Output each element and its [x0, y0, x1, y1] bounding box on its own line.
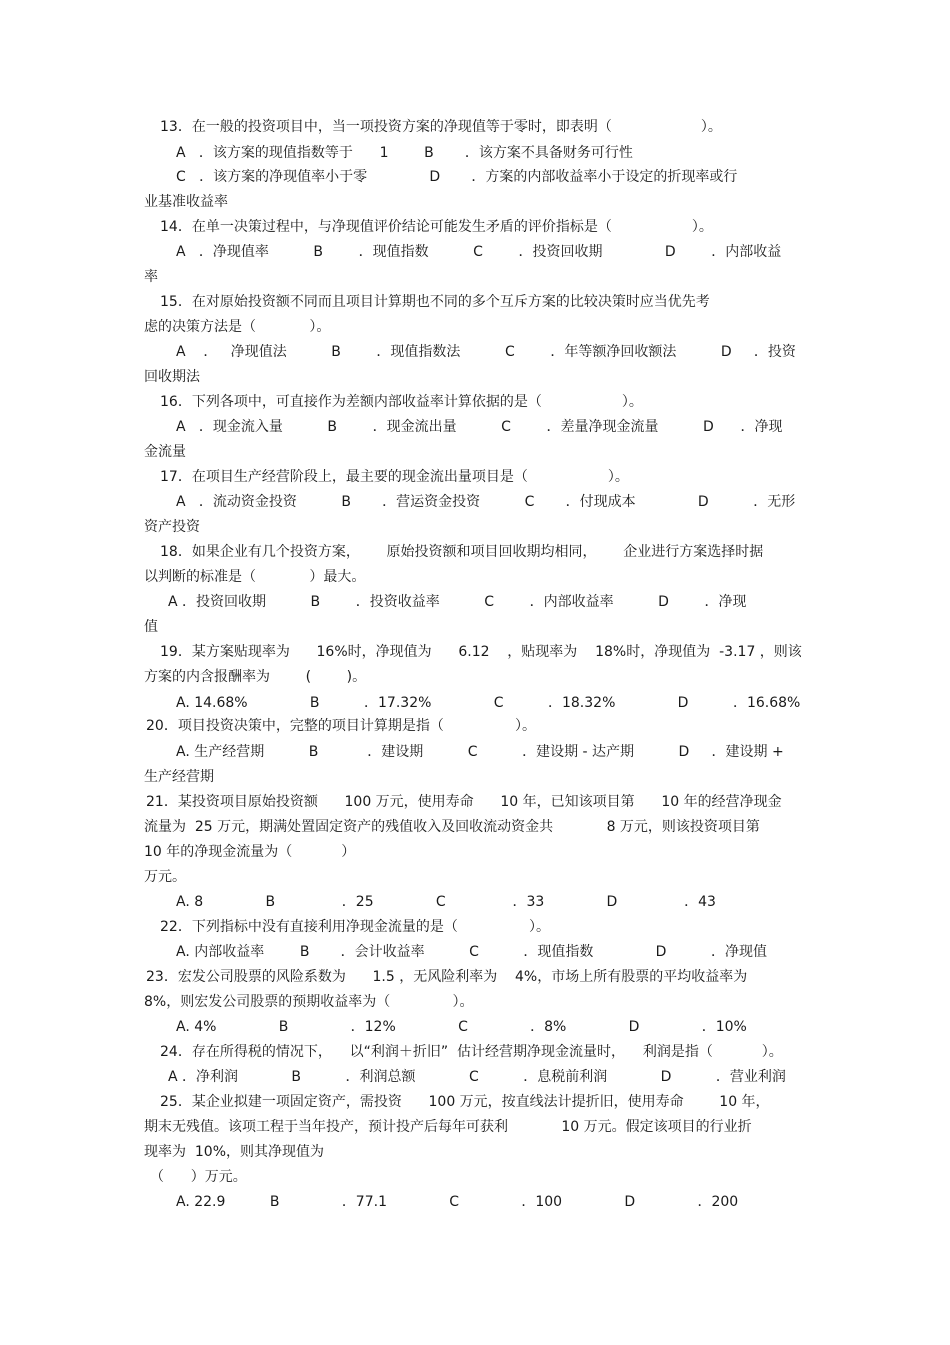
- q21-stem-cont-2: 10 年的净现金流量为（ ）: [144, 844, 356, 860]
- q16-stem: 16．下列各项中，可直接作为差额内部收益率计算依据的是（ ）。: [160, 394, 643, 410]
- q13-options-cd-cont: 业基准收益率: [144, 194, 228, 210]
- q17-options-cont: 资产投资: [144, 519, 200, 535]
- q23-options: A. 4% B ．12% C ．8% D ．10%: [176, 1019, 747, 1035]
- q17-stem: 17．在项目生产经营阶段上，最主要的现金流出量项目是（ ）。: [160, 469, 629, 485]
- q25-stem-cont-3: （ ）万元。: [150, 1169, 247, 1185]
- q13-options-cd: C ．该方案的净现值率小于零 D ．方案的内部收益率小于设定的折现率或行: [176, 169, 738, 185]
- q23-stem: 23．宏发公司股票的风险系数为 1.5 ，无风险利率为 4%，市场上所有股票的平均收益率为: [146, 969, 748, 985]
- q14-options: A ．净现值率 B ．现值指数 C ．投资回收期 D ．内部收益: [176, 244, 782, 260]
- q14-stem: 14．在单一决策过程中，与净现值评价结论可能发生矛盾的评价指标是（ ）。: [160, 219, 713, 235]
- q13-stem: 13．在一般的投资项目中，当一项投资方案的净现值等于零时，即表明（ ）。: [160, 119, 722, 135]
- q15-stem-cont: 虑的决策方法是（ ）。: [144, 319, 331, 335]
- q19-stem: 19．某方案贴现率为 16%时，净现值为 6.12 ，贴现率为 18%时，净现值为 -3.17 ，则该: [160, 644, 802, 660]
- q13-options-ab: A ．该方案的现值指数等于 1 B ．该方案不具备财务可行性: [176, 145, 633, 161]
- q23-stem-cont: 8%，则宏发公司股票的预期收益率为（ ）。: [144, 994, 474, 1010]
- q20-options: A. 生产经营期 B ．建设期 C ．建设期 - 达产期 D ．建设期 +: [176, 744, 784, 760]
- q20-stem: 20．项目投资决策中，完整的项目计算期是指（ ）。: [146, 718, 537, 734]
- q25-stem-cont-1: 期末无残值。该项工程于当年投产，预计投产后每年可获利 10 万元。假定该项目的行业折: [144, 1119, 752, 1135]
- q21-stem: 21．某投资项目原始投资额 100 万元，使用寿命 10 年，已知该项目第 10 年的经营净现金: [146, 794, 782, 810]
- q21-options: A. 8 B ．25 C ．33 D ．43: [176, 894, 716, 910]
- q19-stem-cont: 方案的内含报酬率为 ( )。: [144, 669, 367, 685]
- q19-options: A. 14.68% B ．17.32% C ．18.32% D ．16.68%: [176, 695, 801, 711]
- q16-options: A ．现金流入量 B ．现金流出量 C ．差量净现金流量 D ．净现: [176, 419, 783, 435]
- q15-options: A ． 净现值法 B ．现值指数法 C ．年等额净回收额法 D ．投资: [176, 344, 796, 360]
- q24-options: A ．净利润 B ．利润总额 C ．息税前利润 D ．营业利润: [168, 1069, 786, 1085]
- q22-stem: 22．下列指标中没有直接利用净现金流量的是（ ）。: [160, 919, 551, 935]
- q14-options-cont: 率: [144, 269, 158, 285]
- q25-stem-cont-2: 现率为 10%，则其净现值为: [144, 1144, 325, 1160]
- q25-stem: 25．某企业拟建一项固定资产，需投资 100 万元，按直线法计提折旧，使用寿命 10 年，: [160, 1094, 770, 1110]
- q18-options: A ．投资回收期 B ．投资收益率 C ．内部收益率 D ．净现: [168, 594, 747, 610]
- q16-options-cont: 金流量: [144, 444, 186, 460]
- q20-options-cont: 生产经营期: [144, 769, 214, 785]
- q25-options: A. 22.9 B ．77.1 C ．100 D ．200: [176, 1194, 739, 1210]
- q17-options: A ．流动资金投资 B ．营运资金投资 C ．付现成本 D ．无形: [176, 494, 796, 510]
- q24-stem: 24．存在所得税的情况下， 以“利润＋折旧” 估计经营期净现金流量时， 利润是指（ ）。: [160, 1044, 783, 1060]
- q15-options-cont: 回收期法: [144, 369, 200, 385]
- q15-stem: 15．在对原始投资额不同而且项目计算期也不同的多个互斥方案的比较决策时应当优先考: [160, 294, 710, 310]
- q22-options: A. 内部收益率 B ．会计收益率 C ．现值指数 D ．净现值: [176, 944, 767, 960]
- q18-options-cont: 值: [144, 619, 158, 635]
- q18-stem: 18．如果企业有几个投资方案， 原始投资额和项目回收期均相同， 企业进行方案选择时据: [160, 544, 764, 560]
- q21-stem-cont-1: 流量为 25 万元，期满处置固定资产的残值收入及回收流动资金共 8 万元，则该投资项目第: [144, 819, 760, 835]
- q18-stem-cont: 以判断的标准是（ ）最大。: [144, 569, 366, 585]
- q21-stem-cont-3: 万元。: [144, 869, 186, 885]
